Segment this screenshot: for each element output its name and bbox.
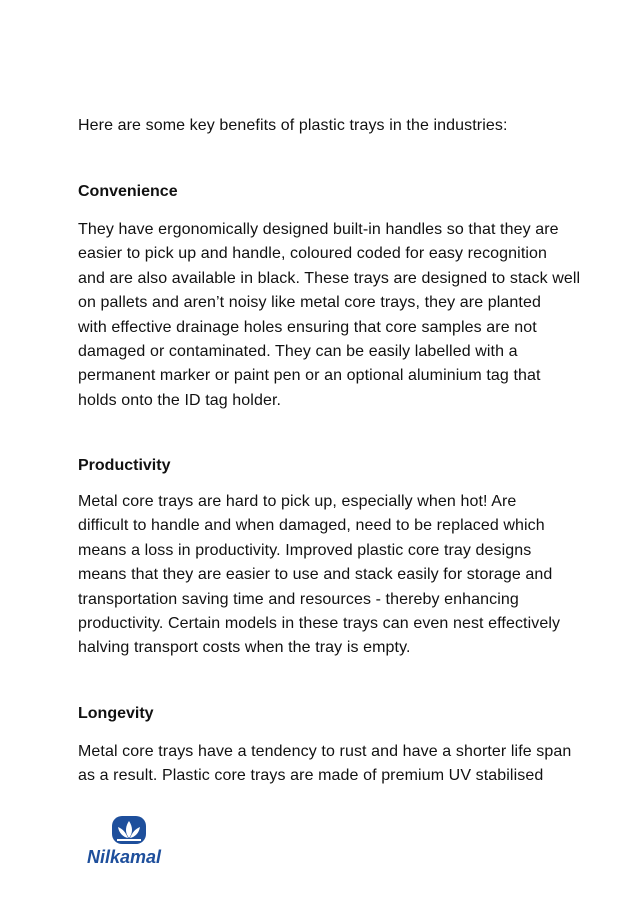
paragraph-line: holds onto the ID tag holder.	[78, 391, 282, 409]
nilkamal-logo	[78, 812, 170, 868]
section-heading-longevity: Longevity	[78, 705, 154, 722]
logo-wordmark: Nilkamal	[86, 847, 162, 867]
paragraph-line: and are also available in black. These trays are designed to stack well	[78, 269, 581, 287]
paragraph-line: They have ergonomically designed built-in handles so that they are	[78, 221, 559, 238]
paragraph-line: on pallets and aren’t noisy like metal core trays, they are planted	[78, 294, 541, 312]
paragraph-line: difficult to handle and when damaged, need to be replaced which	[78, 517, 545, 535]
section-heading-productivity: Productivity	[78, 457, 171, 474]
section-body-productivity	[78, 490, 568, 661]
intro-text: Here are some key benefits of plastic trays in the industries:	[78, 117, 508, 134]
paragraph-line: damaged or contaminated. They can be easily labelled with a	[78, 343, 518, 361]
section-body-convenience	[78, 218, 581, 413]
paragraph-line: productivity. Certain models in these trays can even nest effectively	[78, 615, 561, 633]
section-heading-convenience: Convenience	[78, 183, 178, 200]
paragraph-line: easier to pick up and handle, coloured coded for easy recognition	[78, 245, 548, 263]
paragraph-line: transportation saving time and resources - thereby enhancing	[78, 590, 519, 608]
section-body-longevity	[78, 740, 572, 789]
paragraph-line: Metal core trays are hard to pick up, especially when hot! Are	[78, 493, 517, 510]
paragraph-line: permanent marker or paint pen or an optional aluminium tag that	[78, 367, 541, 385]
paragraph-line: with effective drainage holes ensuring that core samples are not	[78, 318, 537, 336]
paragraph-line: means that they are easier to use and stack easily for storage and	[78, 566, 553, 584]
paragraph-line: means a loss in productivity. Improved plastic core tray designs	[78, 541, 532, 559]
paragraph-line: halving transport costs when the tray is empty.	[78, 639, 411, 657]
paragraph-line: as a result. Plastic core trays are made of premium UV stabilised	[78, 767, 544, 785]
paragraph-line: Metal core trays have a tendency to rust and have a shorter life span	[78, 743, 572, 760]
lotus-base	[117, 839, 141, 841]
